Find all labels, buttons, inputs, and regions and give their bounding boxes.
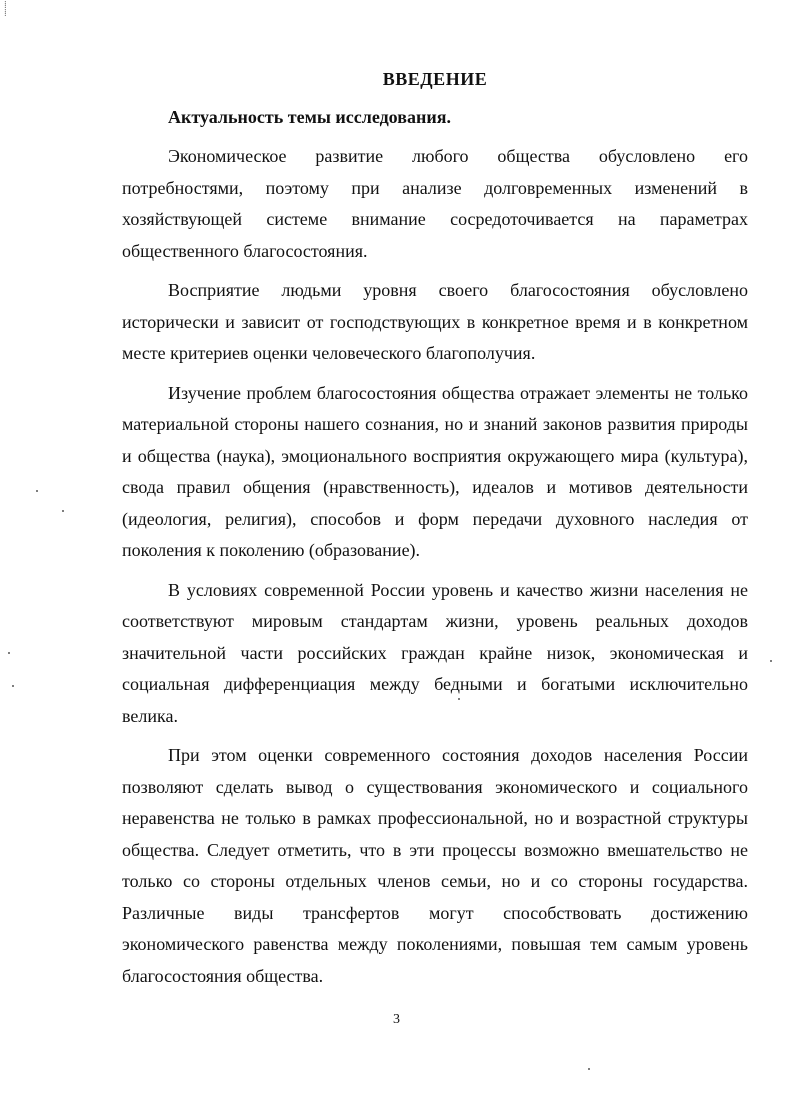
- paragraph-5: При этом оценки современного состояния доходов населения России позволяют сделать вывод о существования экономического и социального неравенства не только в рамках профессиональной, но и возрастной структуры общества. Следует отметить, что в эти процессы возможно вмешательство не только со стороны отдельных членов семьи, но и со стороны государства. Различные виды трансфертов могут способствовать достижению экономического равенства между поколениями, повышая тем самым уровень благосостояния общества.: [122, 745, 748, 986]
- section-subtitle: Актуальность темы исследования.: [168, 107, 451, 127]
- paragraph-4: В условиях современной России уровень и качество жизни населения не соответствуют мировым стандартам жизни, уровень реальных доходов значительной части российских граждан крайне низок, экономическая и социальная дифференциация между бедными и богатыми исключительно велика.: [122, 579, 748, 726]
- scan-edge-mark: ⁞ ⁞: [4, 0, 7, 19]
- page-number: 3: [393, 1012, 400, 1027]
- scan-speck: [36, 490, 38, 492]
- paragraph-1: Экономическое развитие любого общества обусловлено его потребностями, поэтому при анализе долговременных изменений в хозяйствующей системе внимание сосредоточивается на параметрах общественного благосостояния.: [122, 146, 748, 261]
- paragraph-3: Изучение проблем благосостояния общества отражает элементы не только материальной стороны нашего сознания, но и знаний законов развития природы и общества (наука), эмоционального восприятия окружающего мира (культура), свода правил общения (нравственность), идеалов и мотивов деятельности (идеология, религия), способов и форм передачи духовного наследия от поколения к поколению (образование).: [122, 382, 748, 560]
- scan-speck: [62, 510, 64, 512]
- paragraph-2: Восприятие людьми уровня своего благосостояния обусловлено исторически и зависит от господствующих в конкретное время и в конкретном месте критериев оценки человеческого благополучия.: [122, 280, 748, 363]
- scan-speck: [458, 698, 460, 700]
- scan-speck: [12, 685, 14, 687]
- document-page: [122, 66, 748, 1000]
- scan-speck: [588, 1068, 590, 1070]
- scan-speck: [770, 660, 772, 662]
- page-title: ВВЕДЕНИЕ: [382, 69, 488, 89]
- scan-speck: [8, 652, 10, 654]
